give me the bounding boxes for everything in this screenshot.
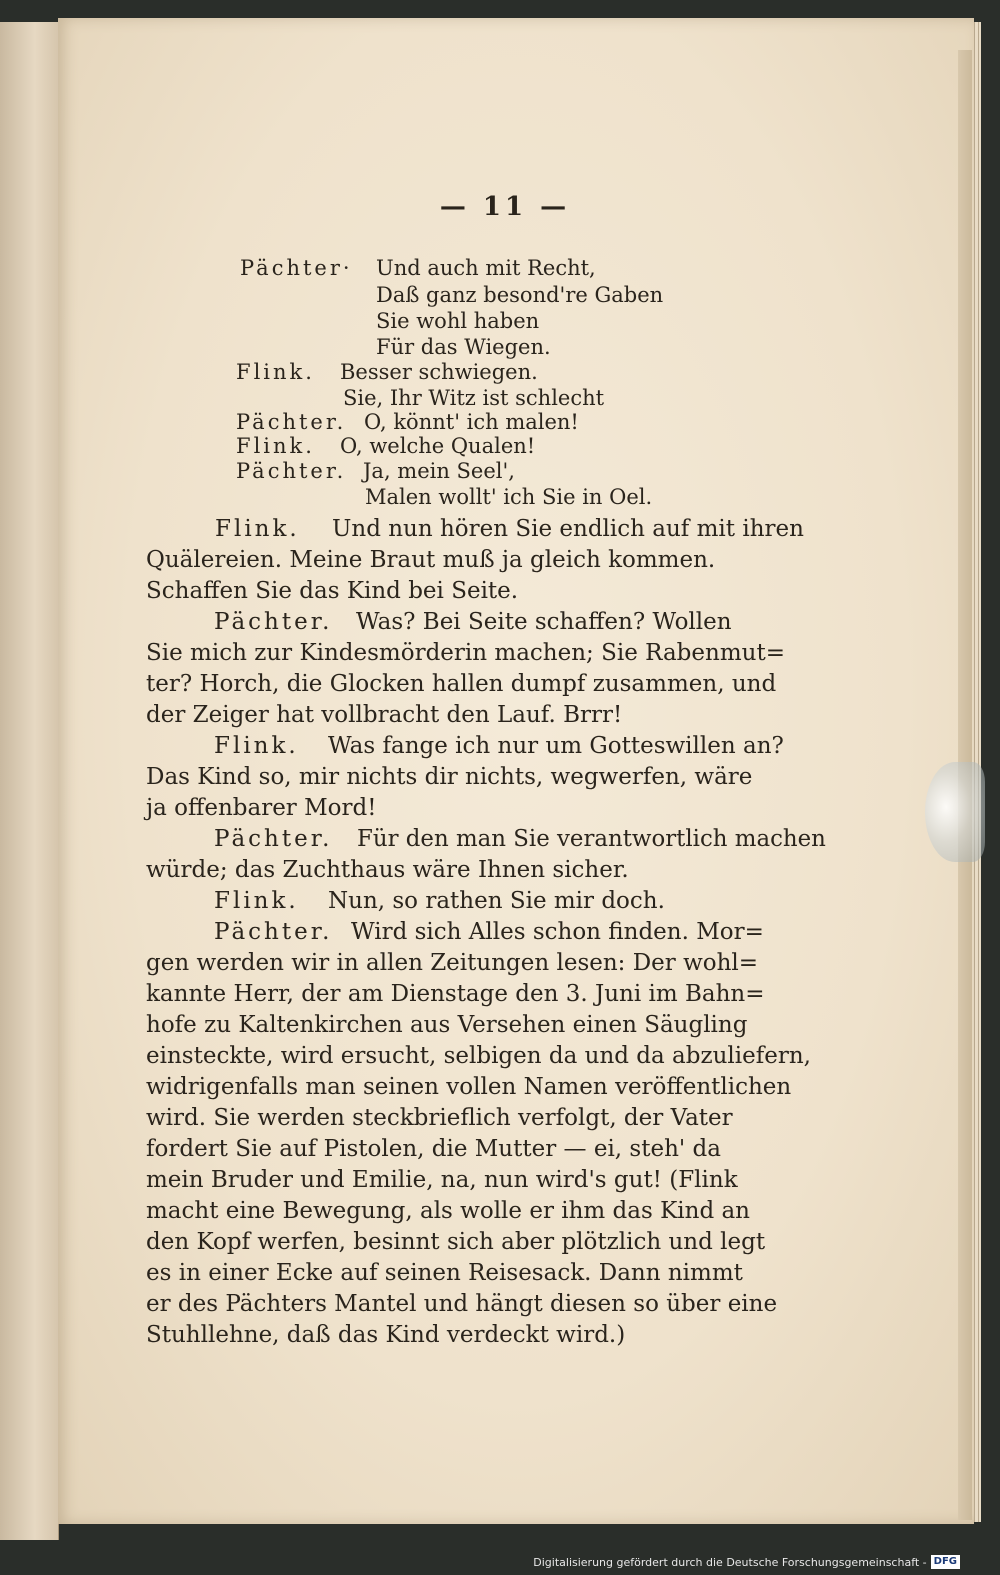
prose-line: Schaffen Sie das Kind bei Seite. (146, 578, 519, 604)
prose-line: Sie mich zur Kindesmörderin machen; Sie Rabenmut= (146, 640, 785, 666)
dfg-logo: DFG (931, 1555, 960, 1569)
prose-line: Nun, so rathen Sie mir doch. (328, 888, 665, 914)
prose-line: macht eine Bewegung, als wolle er ihm das Kind an (146, 1198, 750, 1224)
verse-speaker: Pächter. (236, 459, 347, 483)
prose-line: Und nun hören Sie endlich auf mit ihren (332, 516, 804, 542)
dialogue-speaker: Flink. (214, 733, 299, 759)
verse-line: Sie, Ihr Witz ist schlecht (343, 386, 605, 410)
prose-line: würde; das Zuchthaus wäre Ihnen sicher. (146, 857, 629, 883)
credit-text: Digitalisierung gefördert durch die Deutsche Forschungsgemeinschaft - (533, 1555, 927, 1569)
dialogue-speaker: Pächter. (214, 609, 333, 635)
prose-line: einsteckte, wird ersucht, selbigen da und da abzuliefern, (146, 1043, 811, 1069)
prose-line: ter? Horch, die Glocken hallen dumpf zusammen, und (146, 671, 777, 697)
prose-line: Das Kind so, mir nichts dir nichts, wegwerfen, wäre (146, 764, 753, 790)
prose-line: gen werden wir in allen Zeitungen lesen: Der wohl= (146, 950, 759, 976)
prose-line: den Kopf werfen, besinnt sich aber plötzlich und legt (146, 1229, 766, 1255)
verse-line: Ja, mein Seel', (363, 459, 515, 483)
prose-line: Stuhllehne, daß das Kind verdeckt wird.) (146, 1322, 626, 1348)
prose-line: ja offenbarer Mord! (146, 795, 377, 821)
digitization-credit (533, 1553, 960, 1571)
dialogue-speaker: Flink. (215, 516, 300, 542)
prose-line: Quälereien. Meine Braut muß ja gleich kommen. (146, 547, 716, 573)
verse-speaker: Pächter. (236, 410, 347, 434)
verse-line: Für das Wiegen. (376, 335, 551, 359)
prose-line: es in einer Ecke auf seinen Reisesack. Dann nimmt (146, 1260, 743, 1286)
verse-line: Besser schwiegen. (340, 360, 538, 384)
dialogue-speaker: Pächter. (214, 919, 333, 945)
verse-line: Sie wohl haben (376, 309, 540, 333)
dialogue-speaker: Pächter. (214, 826, 333, 852)
prose-line: er des Pächters Mantel und hängt diesen so über eine (146, 1291, 778, 1317)
verse-line: O, welche Qualen! (340, 434, 536, 458)
prose-line: Für den man Sie verantwortlich machen (357, 826, 826, 852)
verse-line: Malen wollt' ich Sie in Oel. (365, 485, 653, 509)
dialogue-speaker: Flink. (214, 888, 299, 914)
prose-line: wird. Sie werden steckbrieflich verfolgt, der Vater (146, 1105, 733, 1131)
verse-speaker: Flink. (236, 360, 315, 384)
verse-line: Und auch mit Recht, (376, 256, 596, 280)
prose-line: kannte Herr, der am Dienstage den 3. Juni im Bahn= (146, 981, 765, 1007)
verse-speaker: Flink. (236, 434, 315, 458)
prose-line: mein Bruder und Emilie, na, nun wird's gut! (Flink (146, 1167, 738, 1193)
verse-speaker: Pächter· (240, 256, 353, 280)
prose-line: widrigenfalls man seinen vollen Namen veröffentlichen (146, 1074, 792, 1100)
verse-line: O, könnt' ich malen! (364, 410, 579, 434)
prose-line: hofe zu Kaltenkirchen aus Versehen einen Säugling (146, 1012, 748, 1038)
verse-line: Daß ganz besond're Gaben (376, 283, 664, 307)
prose-line: Was fange ich nur um Gotteswillen an? (328, 733, 784, 759)
prose-line: der Zeiger hat vollbracht den Lauf. Brrr! (146, 702, 623, 728)
prose-line: Was? Bei Seite schaffen? Wollen (356, 609, 732, 635)
page-number: — 11 — (439, 192, 571, 222)
prose-line: fordert Sie auf Pistolen, die Mutter — ei, steh' da (146, 1136, 721, 1162)
prose-line: Wird sich Alles schon finden. Mor= (351, 919, 764, 945)
